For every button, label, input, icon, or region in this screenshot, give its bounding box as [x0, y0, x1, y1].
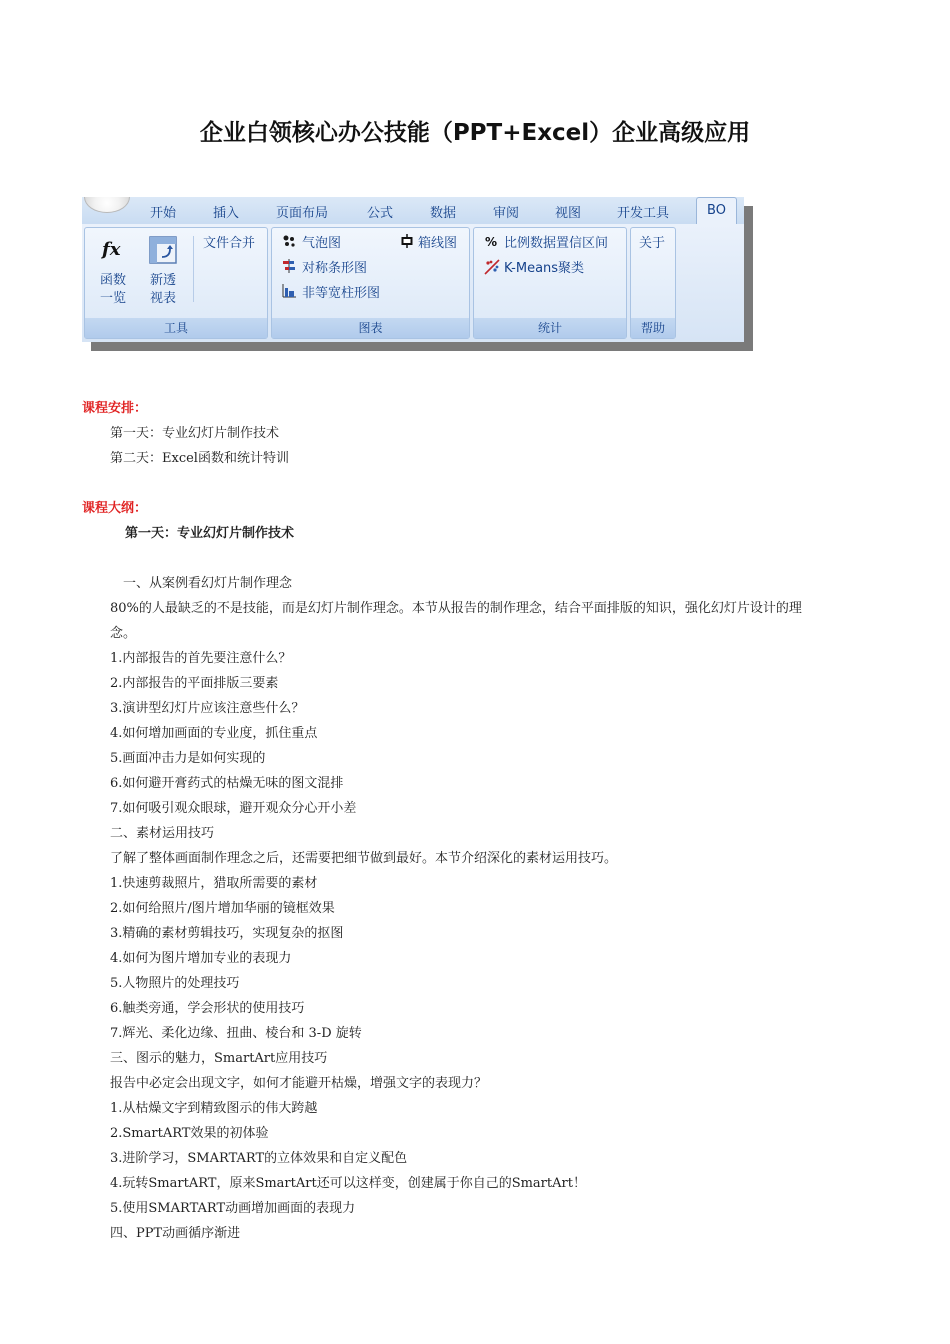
group-statistics-label: 统计 [474, 318, 626, 338]
outline-item: 2.内部报告的平面排版三要素 [110, 676, 279, 691]
tab-bo[interactable]: BO [696, 197, 737, 229]
symmetric-bar-icon [282, 259, 296, 273]
outline-item: 7.辉光、柔化边缘、扭曲、棱台和 3-D 旋转 [110, 1026, 362, 1041]
tab-developer[interactable]: 开发工具 [617, 206, 670, 221]
percent-icon [485, 234, 499, 248]
outline-item: 2.SmartART效果的初体验 [110, 1126, 269, 1141]
bubble-chart-icon [282, 234, 296, 248]
tab-data[interactable]: 数据 [430, 206, 457, 221]
outline-item: 2.如何给照片/图片增加华丽的镜框效果 [110, 901, 335, 916]
pivot-label-1: 新透 [149, 273, 176, 288]
section-heading: 四、PPT动画循序渐进 [110, 1226, 241, 1241]
section-heading: 三、图示的魅力，SmartArt应用技巧 [110, 1051, 328, 1066]
bubble-chart-button[interactable]: 气泡图 [302, 236, 342, 251]
pivot-table-icon [148, 235, 178, 265]
outline-item: 4.如何增加画面的专业度，抓住重点 [110, 726, 318, 741]
outline-item: 5.使用SMARTART动画增加画面的表现力 [110, 1201, 356, 1216]
page-title: 企业白领核心办公技能（PPT+Excel）企业高级应用 [199, 120, 751, 146]
schedule-item: 第一天：专业幻灯片制作技术 [110, 426, 280, 441]
outline-paragraph: 了解了整体画面制作理念之后，还需要把细节做到最好。本节介绍深化的素材运用技巧。 [110, 851, 618, 866]
group-charts [271, 227, 470, 339]
tab-formulas[interactable]: 公式 [367, 206, 394, 221]
svg-text:fx: fx [102, 239, 121, 260]
tab-page-layout[interactable]: 页面布局 [276, 206, 329, 221]
file-merge-button[interactable]: 文件合并 [203, 236, 256, 251]
kmeans-icon [484, 259, 500, 275]
group-charts-label: 图表 [272, 318, 469, 338]
group-statistics [473, 227, 627, 339]
about-button[interactable]: 关于 [639, 236, 666, 251]
boxplot-icon [400, 234, 414, 248]
outline-item: 1.快速剪裁照片，猎取所需要的素材 [110, 876, 318, 891]
fx-icon [101, 236, 125, 260]
pivot-label-2: 视表 [149, 291, 176, 306]
kmeans-button[interactable]: K-Means聚类 [504, 261, 585, 276]
section-heading: 二、素材运用技巧 [110, 826, 215, 841]
svg-text:%: % [485, 235, 498, 248]
outline-item: 3.演讲型幻灯片应该注意些什么？ [110, 701, 305, 716]
new-pivot-table-button[interactable] [143, 272, 183, 308]
tab-home[interactable]: 开始 [150, 206, 177, 221]
outline-item: 4.玩转SmartART，原来SmartArt还可以这样变，创建属于你自己的SmartArt！ [110, 1176, 586, 1191]
outline-heading: 课程大纲： [82, 501, 148, 516]
day1-heading: 第一天：专业幻灯片制作技术 [125, 526, 295, 541]
excel-ribbon [82, 197, 744, 342]
outline-item: 5.人物照片的处理技巧 [110, 976, 240, 991]
outline-item: 7.如何吸引观众眼球，避开观众分心开小差 [110, 801, 357, 816]
outline-item: 3.精确的素材剪辑技巧，实现复杂的抠图 [110, 926, 344, 941]
function-list-label-2: 一览 [99, 291, 126, 306]
proportion-ci-button[interactable]: 比例数据置信区间 [504, 236, 609, 251]
variable-width-column-icon [282, 284, 296, 298]
group-help [630, 227, 676, 339]
tab-review[interactable]: 审阅 [493, 206, 520, 221]
group-help-label: 帮助 [631, 318, 675, 338]
outline-item: 5.画面冲击力是如何实现的 [110, 751, 266, 766]
outline-paragraph: 念。 [110, 626, 137, 641]
function-list-button[interactable] [93, 272, 133, 308]
outline-item: 1.内部报告的首先要注意什么？ [110, 651, 292, 666]
outline-item: 3.进阶学习，SMARTART的立体效果和自定义配色 [110, 1151, 408, 1166]
group-separator [193, 236, 194, 302]
tab-view[interactable]: 视图 [555, 206, 582, 221]
function-list-label-1: 函数 [99, 273, 126, 288]
boxplot-button[interactable]: 箱线图 [418, 236, 458, 251]
symmetric-bar-button[interactable]: 对称条形图 [302, 261, 368, 276]
outline-item: 6.触类旁通，学会形状的使用技巧 [110, 1001, 305, 1016]
variable-width-column-button[interactable]: 非等宽柱形图 [302, 286, 381, 301]
outline-item: 6.如何避开膏药式的枯燥无味的图文混排 [110, 776, 344, 791]
schedule-heading: 课程安排： [82, 401, 148, 416]
schedule-item: 第二天：Excel函数和统计特训 [110, 451, 289, 466]
outline-paragraph: 报告中必定会出现文字，如何才能避开枯燥，增强文字的表现力？ [110, 1076, 488, 1091]
outline-paragraph: 80%的人最缺乏的不是技能，而是幻灯片制作理念。本节从报告的制作理念，结合平面排版的知识，强化幻灯片设计的理 [110, 601, 802, 616]
group-tools [84, 227, 268, 339]
outline-item: 1.从枯燥文字到精致图示的伟大跨越 [110, 1101, 318, 1116]
tab-insert[interactable]: 插入 [213, 206, 240, 221]
group-tools-label: 工具 [85, 318, 267, 338]
section-heading: 一、从案例看幻灯片制作理念 [123, 576, 293, 591]
outline-item: 4.如何为图片增加专业的表现力 [110, 951, 292, 966]
